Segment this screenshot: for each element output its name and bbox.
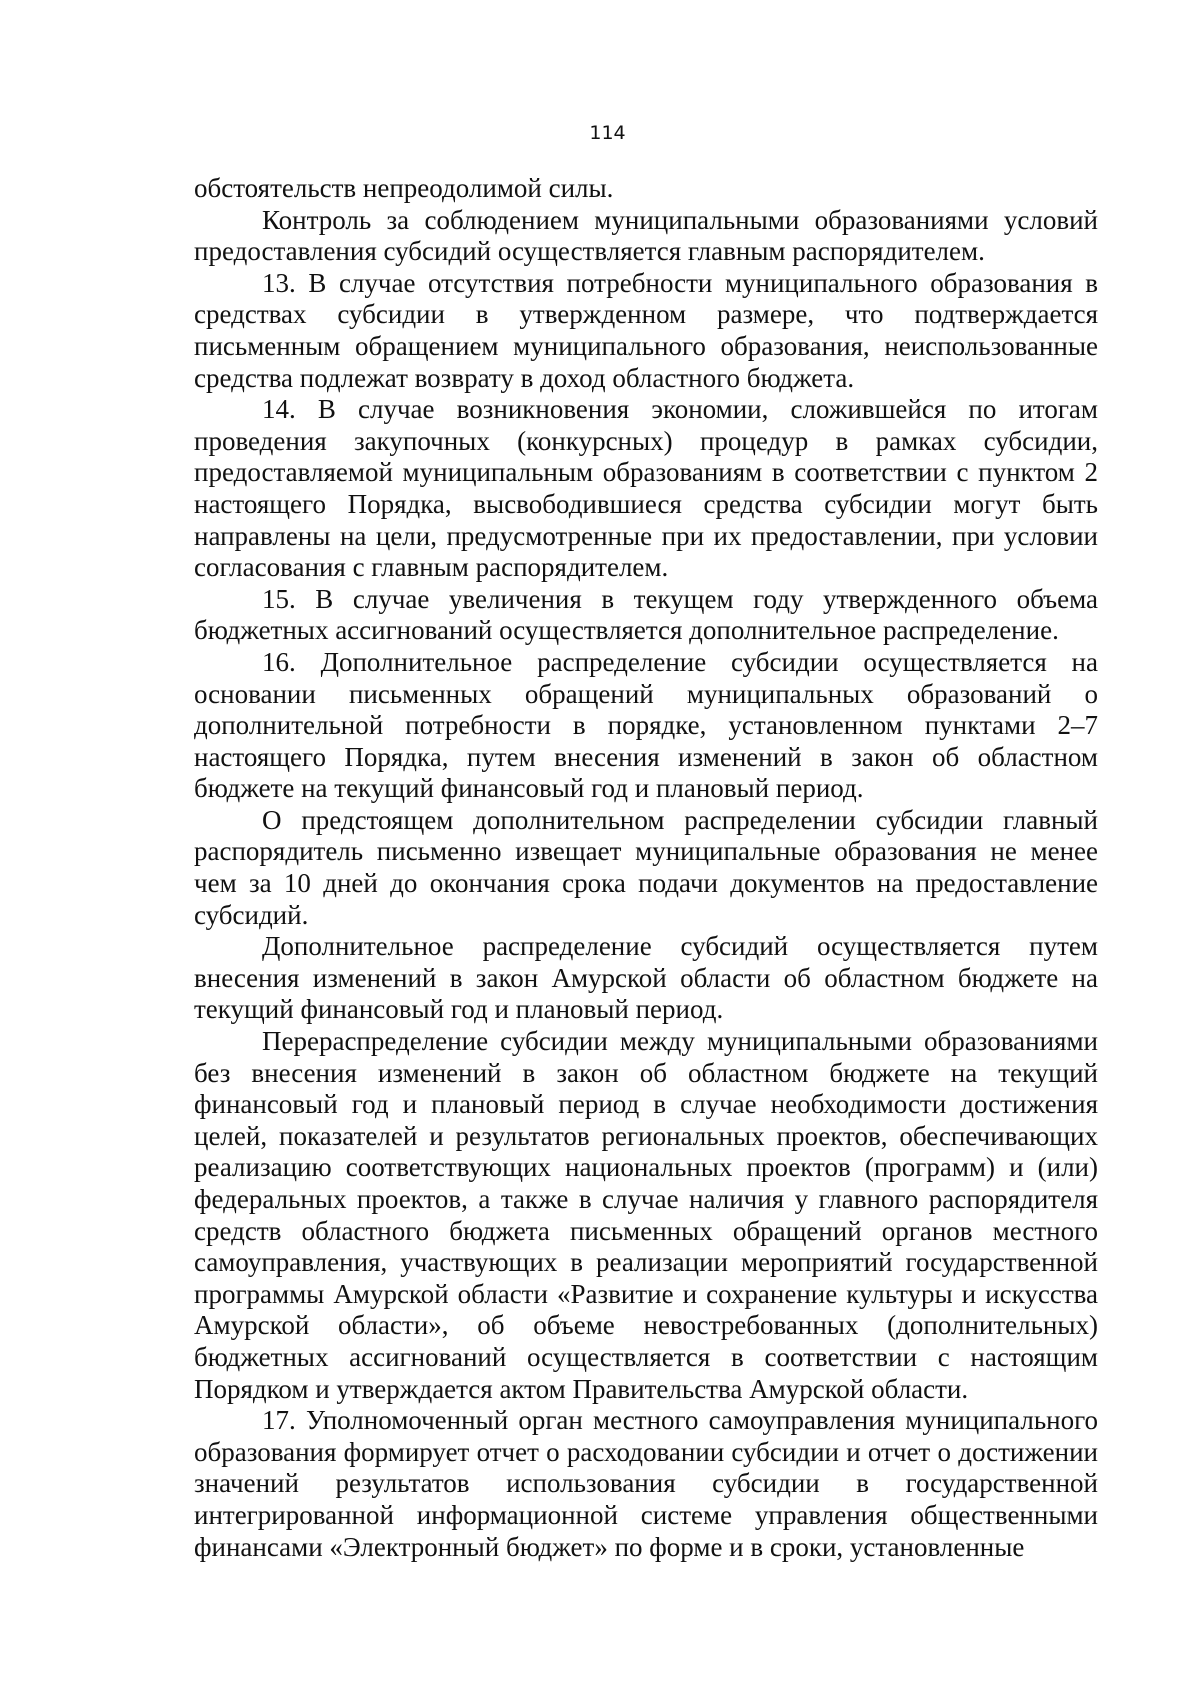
paragraph-redistribution: Перераспределение субсидии между муниципальными образованиями без внесения изменений в закон об областном бюджете на текущий финансовый год и плановый период в случае необходимости достижения целей, показателей и результатов региональных проектов, обеспечивающих реализацию соответствующих национальных проектов (программ) и (или) федеральных проектов, а также в случае наличия у главного распорядителя средств областного бюджета письменных обращений органов местного самоуправления, участвующих в реализации мероприятий государственной программы Амурской области «Развитие и сохранение культуры и искусства Амурской области», об объеме невостребованных (дополнительных) бюджетных ассигнований осуществляется в соответствии с настоящим Порядком и утверждается актом Правительства Амурской области. bbox=[194, 1026, 1098, 1404]
paragraph-item-13: 13. В случае отсутствия потребности муниципального образования в средствах субсидии в утвержденном размере, что подтверждается письменным обращением муниципального образования, неиспользованные средства подлежат возврату в доход областного бюджета. bbox=[194, 267, 1098, 393]
paragraph-item-14: 14. В случае возникновения экономии, сложившейся по итогам проведения закупочных (конкурсных) процедур в рамках субсидии, предоставляемой муниципальным образованиям в соответствии с пунктом 2 настоящего Порядка, высвободившиеся средства субсидии могут быть направлены на цели, предусмотренные при их предоставлении, при условии согласования с главным распорядителем. bbox=[194, 394, 1098, 583]
paragraph-additional-distribution: Дополнительное распределение субсидий осуществляется путем внесения изменений в закон Амурской области об областном бюджете на текущий финансовый год и плановый период. bbox=[194, 931, 1098, 1025]
paragraph-item-15: 15. В случае увеличения в текущем году утвержденного объема бюджетных ассигнований осуществляется дополнительное распределение. bbox=[194, 583, 1098, 646]
paragraph-item-16: 16. Дополнительное распределение субсидии осуществляется на основании письменных обращений муниципальных образований о дополнительной потребности в порядке, установленном пунктами 2–7 настоящего Порядка, путем внесения изменений в закон об областном бюджете на текущий финансовый год и плановый период. bbox=[194, 646, 1098, 804]
paragraph-control: Контроль за соблюдением муниципальными образованиями условий предоставления субсидий осуществляется главным распорядителем. bbox=[194, 204, 1098, 267]
page-number: 114 bbox=[589, 122, 626, 144]
paragraph-continuation: обстоятельств непреодолимой силы. bbox=[194, 173, 614, 203]
paragraph-notification: О предстоящем дополнительном распределении субсидии главный распорядитель письменно извещает муниципальные образования не менее чем за 10 дней до окончания срока подачи документов на предоставление субсидий. bbox=[194, 804, 1098, 930]
document-body bbox=[194, 173, 1098, 1563]
paragraph-item-17: 17. Уполномоченный орган местного самоуправления муниципального образования формирует отчет о расходовании субсидии и отчет о достижении значений результатов использования субсидии в государственной интегрированной информационной системе управления общественными финансами «Электронный бюджет» по форме и в сроки, установленные bbox=[194, 1405, 1098, 1562]
